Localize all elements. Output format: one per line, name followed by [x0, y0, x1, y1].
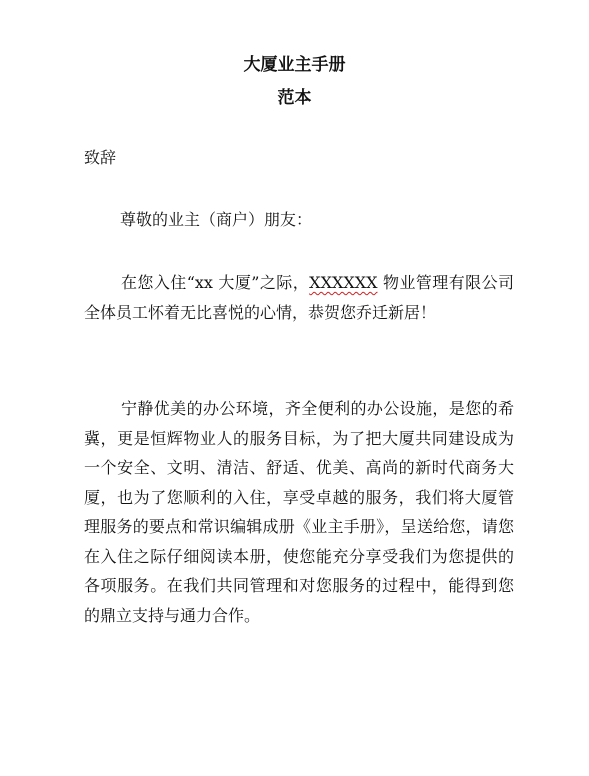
- paragraph-congratulations: [84, 268, 514, 327]
- paragraph-congratulations-start: 在您入住“xx 大厦”之际，: [121, 273, 310, 292]
- company-name-placeholder: XXXXXX: [309, 273, 378, 292]
- paragraph-congratulations-end: 物业管理有限公司全体员工怀着无比喜悦的心情，恭贺您乔迁新居！: [84, 273, 514, 322]
- greeting-line: 尊敬的业主（商户）朋友：: [120, 210, 313, 229]
- document-title: 大厦业主手册: [243, 55, 346, 75]
- section-heading: 致辞: [84, 148, 117, 167]
- paragraph-introduction: 宁静优美的办公环境，齐全便利的办公设施，是您的希冀，更是恒辉物业人的服务目标，为了把大厦共同建设成为一个安全、文明、清洁、舒适、优美、高尚的新时代商务大厦，也为了您顺利的入住，享受卓越的服务，我们将大厦管理服务的要点和常识编辑成册《业主手册》，呈送给您，请您在入住之际仔细阅读本册，使您能充分享受我们为您提供的各项服务。在我们共同管理和对您服务的过程中，能得到您的鼎立支持与通力合作。: [84, 399, 514, 625]
- document-subtitle: 范本: [277, 88, 312, 108]
